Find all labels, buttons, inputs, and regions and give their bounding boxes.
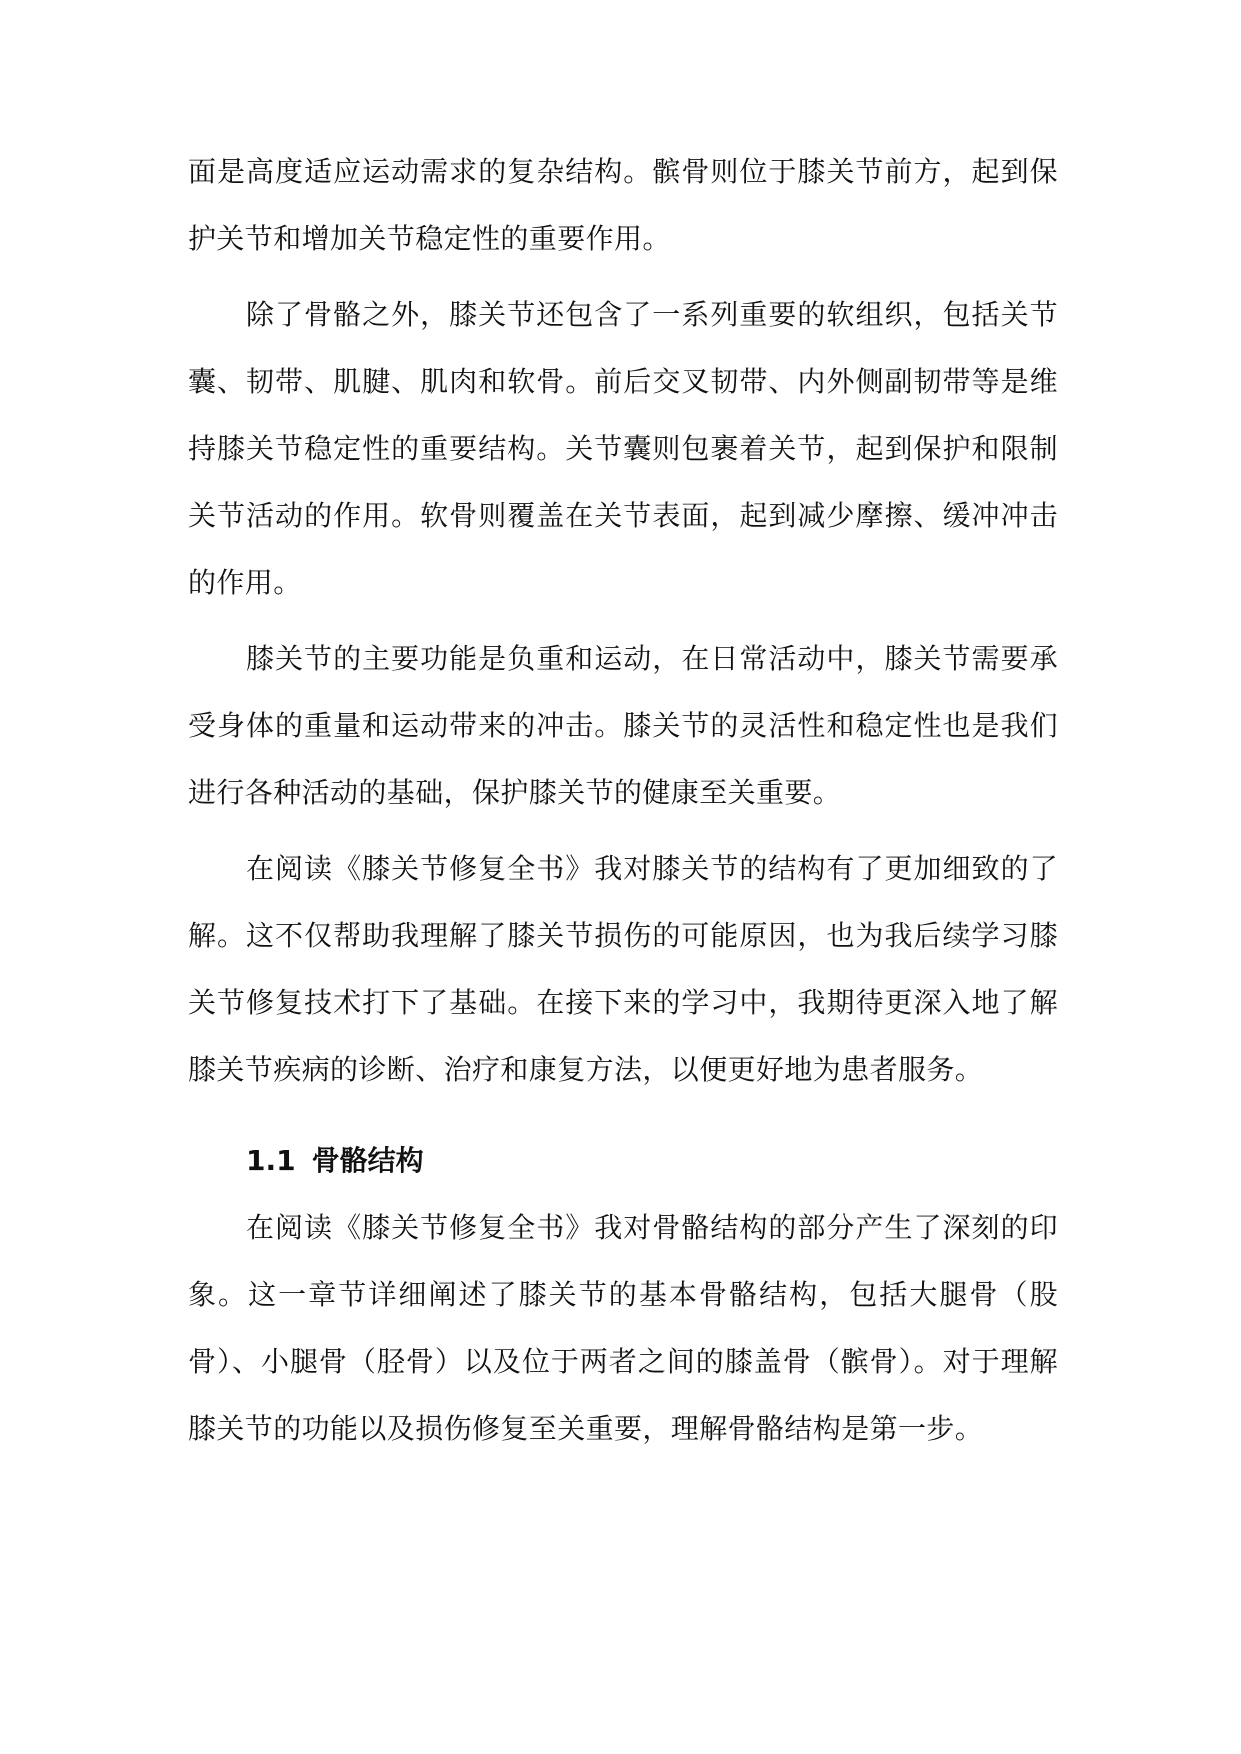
paragraph-continuation: 面是高度适应运动需求的复杂结构。髌骨则位于膝关节前方，起到保护关节和增加关节稳定性的重要作用。 xyxy=(188,155,1058,255)
document-body xyxy=(188,138,1058,1462)
paragraph-function: 膝关节的主要功能是负重和运动，在日常活动中，膝关节需要承受身体的重量和运动带来的冲击。膝关节的灵活性和稳定性也是我们进行各种活动的基础，保护膝关节的健康至关重要。 xyxy=(188,642,1058,809)
section-number: 1.1 xyxy=(246,1144,296,1177)
paragraph-reflection: 在阅读《膝关节修复全书》我对膝关节的结构有了更加细致的了解。这不仅帮助我理解了膝关节损伤的可能原因，也为我后续学习膝关节修复技术打下了基础。在接下来的学习中，我期待更深入地了解膝关节疾病的诊断、治疗和康复方法，以便更好地为患者服务。 xyxy=(188,852,1058,1086)
paragraph-soft-tissue: 除了骨骼之外，膝关节还包含了一系列重要的软组织，包括关节囊、韧带、肌腱、肌肉和软骨。前后交叉韧带、内外侧副韧带等是维持膝关节稳定性的重要结构。关节囊则包裹着关节，起到保护和限制关节活动的作用。软骨则覆盖在关节表面，起到减少摩擦、缓冲冲击的作用。 xyxy=(188,298,1058,599)
section-title: 骨骼结构 xyxy=(311,1144,424,1177)
section-heading xyxy=(188,1127,1058,1194)
paragraph-bone-structure: 在阅读《膝关节修复全书》我对骨骼结构的部分产生了深刻的印象。这一章节详细阐述了膝关节的基本骨骼结构，包括大腿骨（股骨）、小腿骨（胫骨）以及位于两者之间的膝盖骨（髌骨）。对于理解膝关节的功能以及损伤修复至关重要，理解骨骼结构是第一步。 xyxy=(188,1211,1058,1445)
